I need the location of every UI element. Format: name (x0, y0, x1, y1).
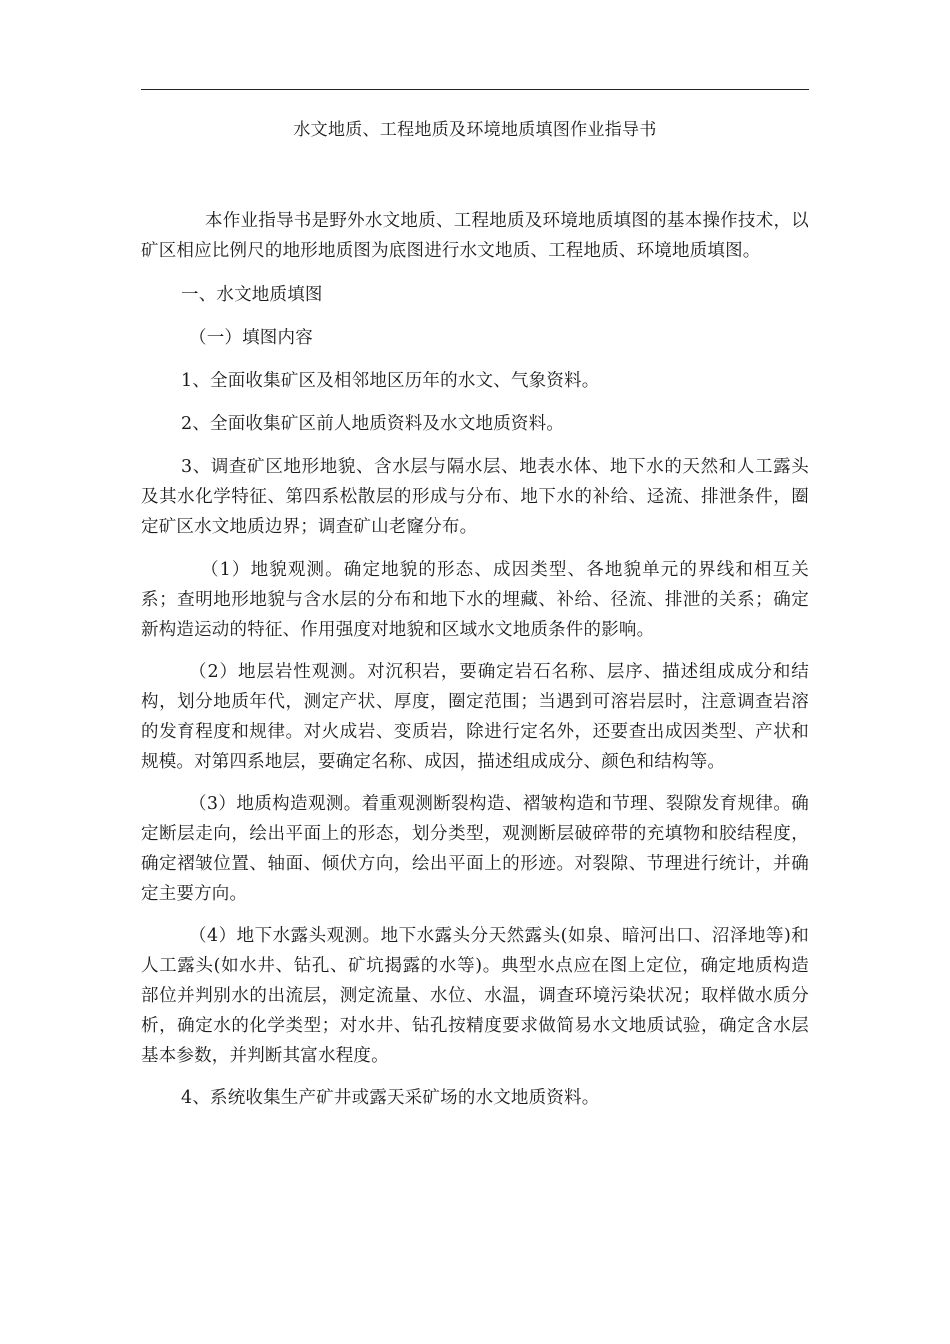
document-title: 水文地质、工程地质及环境地质填图作业指导书 (293, 120, 657, 140)
subsection-heading-content: （一）填图内容 (189, 328, 313, 348)
header-rule (141, 89, 809, 90)
item-1-paragraph: 1、全面收集矿区及相邻地区历年的水文、气象资料。 (181, 371, 600, 391)
item-4-paragraph: 4、系统收集生产矿井或露天采矿场的水文地质资料。 (181, 1088, 600, 1108)
document-body (141, 206, 809, 1113)
subitem-2-strata: （2）地层岩性观测。对沉积岩，要确定岩石名称、层序、描述组成成分和结构，划分地质年代，测定产状、厚度，圈定范围；当遇到可溶岩层时，注意调查岩溶的发育程度和规律。对火成岩、变质岩，除进行定名外，还要查出成因类型、产状和规模。对第四系地层，要确定名称、成因，描述组成成分、颜色和结构等。 (141, 662, 809, 772)
subitem-4-groundwater: （4）地下水露头观测。地下水露头分天然露头(如泉、暗河出口、沼泽地等)和人工露头(如水井、钻孔、矿坑揭露的水等)。典型水点应在图上定位，确定地质构造部位并判别水的出流层，测定流量、水位、水温，调查环境污染状况；取样做水质分析，确定水的化学类型；对水井、钻孔按精度要求做简易水文地质试验，确定含水层基本参数，并判断其富水程度。 (141, 926, 809, 1066)
intro-paragraph: 本作业指导书是野外水文地质、工程地质及环境地质填图的基本操作技术，以矿区相应比例尺的地形地质图为底图进行水文地质、工程地质、环境地质填图。 (141, 211, 809, 261)
section-heading-hydrogeology: 一、水文地质填图 (181, 285, 323, 305)
item-3-paragraph: 3、调查矿区地形地貌、含水层与隔水层、地表水体、地下水的天然和人工露头及其水化学特征、第四系松散层的形成与分布、地下水的补给、迳流、排泄条件，圈定矿区水文地质边界；调查矿山老窿分布。 (141, 457, 809, 537)
subitem-1-landform: （1）地貌观测。确定地貌的形态、成因类型、各地貌单元的界线和相互关系；查明地形地貌与含水层的分布和地下水的埋藏、补给、径流、排泄的关系；确定新构造运动的特征、作用强度对地貌和区域水文地质条件的影响。 (141, 560, 809, 640)
item-2-paragraph: 2、全面收集矿区前人地质资料及水文地质资料。 (181, 414, 565, 434)
subitem-3-structure: （3）地质构造观测。着重观测断裂构造、褶皱构造和节理、裂隙发育规律。确定断层走向，绘出平面上的形态，划分类型，观测断层破碎带的充填物和胶结程度，确定褶皱位置、轴面、倾伏方向，绘出平面上的形迹。对裂隙、节理进行统计，并确定主要方向。 (141, 794, 809, 904)
